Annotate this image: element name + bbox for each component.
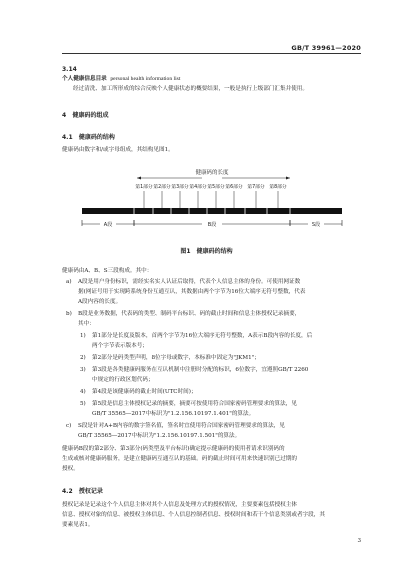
body-paragraph-2-line-2: 生成或核对健康码服务，是建立健康码互通互认的基础。码的截止时间可用来快速识别已过期的 — [62, 456, 297, 462]
section-heading-4 — [62, 110, 108, 119]
page-number: 3 — [357, 538, 361, 544]
part-label: 第6部分 — [225, 185, 243, 190]
part-label: 第7部分 — [247, 185, 265, 190]
label-connectors — [144, 191, 278, 208]
b-sub-mark-1: 1) — [80, 333, 86, 339]
item-a-line-1: A段是用户身份标识，需经实名实人认证后取得，代表个人信息主体的身份。可使用网证数 — [78, 279, 301, 285]
list-mark-b: b) — [66, 311, 72, 317]
clause-number-3-14: 3.14 — [62, 66, 77, 73]
term-en: personal health information list — [110, 76, 181, 82]
section-number: 4.1 — [62, 134, 73, 141]
part-label: 第5部分 — [207, 185, 225, 190]
b-sub-mark-4: 4) — [80, 389, 86, 395]
section-4-2-line-2: 信息、授权对象的信息、被授权主体信息、个人信息控制者信息、授权时间和若干个信息类别或者字段，其 — [62, 512, 325, 518]
b-sub-item-5-line-2: GB/T 35565—2017中标识为"1.2.156.10197.1.401"的算法。 — [92, 411, 255, 417]
item-a-line-3: A段内容的长度。 — [78, 299, 122, 305]
b-sub-item-1-line-2: 两个字节表示版本号； — [92, 343, 148, 349]
item-c-line-2: GB/T 35565—2017中标识为"1.2.156.10197.1.501"的算法。 — [78, 433, 241, 439]
item-a-line-2: 据(网证号用于实现跨系统身份互通互认，其数据由两个字节为16位大端序无符号整数，代表 — [78, 289, 306, 295]
arrowhead-left — [137, 177, 141, 180]
body-paragraph-1: 健康码由A、B、S三段构成。其中： — [62, 268, 153, 274]
b-sub-item-1-line-1: 第1部分是长度及版本，首两个字节为16位大端序无符号整数，A表示B段内容的长度，后 — [92, 333, 313, 339]
section-4-2-line-3: 要素见表1。 — [62, 522, 94, 528]
figure-label-length: 健康码的长度 — [195, 170, 229, 176]
body-paragraph-2-line-1: 健康码B段的第2部分、第3部分(码类型及平台标识)确定提示健康码的使用者请求识别码的 — [62, 446, 285, 452]
segment-label-a: A段 — [103, 222, 113, 228]
b-sub-mark-2: 2) — [80, 355, 86, 361]
section-number: 4 — [62, 112, 67, 119]
b-sub-item-4-line-1: 第4段是该健康码的截止时间(UTC时间)； — [92, 389, 197, 395]
b-sub-mark-3: 3) — [80, 367, 86, 373]
section-4-2-line-1: 授权记录是记录这个个人信息主体对其个人信息及处理方式的授权情况，主要要素包括授权主体 — [62, 502, 297, 508]
section-title: 健康码的组成 — [72, 112, 109, 119]
list-mark-c: c) — [66, 423, 72, 429]
part-label: 第2部分 — [153, 185, 171, 190]
section-number: 4.2 — [62, 488, 73, 495]
item-b-line-1: B段是业务数据，代表码的类型、制码平台标识、码的截止时间和信息主体授权记录摘要， — [78, 311, 301, 317]
b-sub-mark-5: 5) — [80, 401, 86, 407]
segment-label-b: B段 — [207, 222, 217, 228]
section-heading-4-1 — [62, 132, 115, 141]
body-paragraph-2-line-3: 授权。 — [62, 466, 79, 472]
part-label: 第8部分 — [269, 185, 287, 190]
segment-label-s: S段 — [311, 222, 321, 228]
list-mark-a: a) — [66, 279, 72, 285]
section-title: 授权记录 — [78, 488, 103, 495]
item-b-line-2: 其中： — [78, 321, 95, 327]
figure-1-diagram — [62, 160, 362, 260]
term-definition: 经过清洗、加工所形成的综合反映个人健康状态的概要结果，一般是执行上级部门汇集并使用。 — [73, 86, 308, 92]
section-title: 健康码的结构 — [78, 134, 115, 141]
term-line — [62, 74, 180, 84]
section-4-1-intro: 健康码由数字和/或字母组成，其结构见图1。 — [62, 147, 174, 153]
code-bar — [82, 208, 342, 214]
item-c-line-1: S段是针对A+B内容的数字签名值，签名时宜使用符合国家密码管理要求的算法，见 — [78, 423, 285, 429]
arrowhead-right — [286, 177, 290, 180]
part-label: 第1部分 — [135, 185, 153, 190]
b-sub-item-2-line-1: 第2部分是码类型声明，8位字母或数字，本标准中固定为"JKM1"； — [92, 355, 260, 361]
b-sub-item-3-line-1: 第3段是各类健康码服务在互认机制中注册时分配的标识，6位数字，宜遵照GB/T 2260 — [92, 367, 309, 373]
part-label: 第4部分 — [189, 185, 207, 190]
term-zh: 个人健康信息目录 — [62, 76, 107, 82]
figure-1 — [62, 160, 362, 260]
header-rule — [62, 53, 361, 54]
figure-caption: 图1 健康码的结构 — [180, 248, 233, 255]
standard-code: GB/T 39961—2020 — [291, 44, 361, 52]
part-label: 第3部分 — [171, 185, 189, 190]
b-sub-item-3-line-2: 中规定的行政区划代码； — [92, 377, 154, 383]
section-heading-4-2 — [62, 486, 103, 495]
b-sub-item-5-line-1: 第5段是信息主体授权记录的摘要，摘要可按使用符合国家密码管理要求的算法，见 — [92, 401, 297, 407]
segment-labels — [104, 221, 320, 228]
part-labels — [135, 183, 287, 190]
